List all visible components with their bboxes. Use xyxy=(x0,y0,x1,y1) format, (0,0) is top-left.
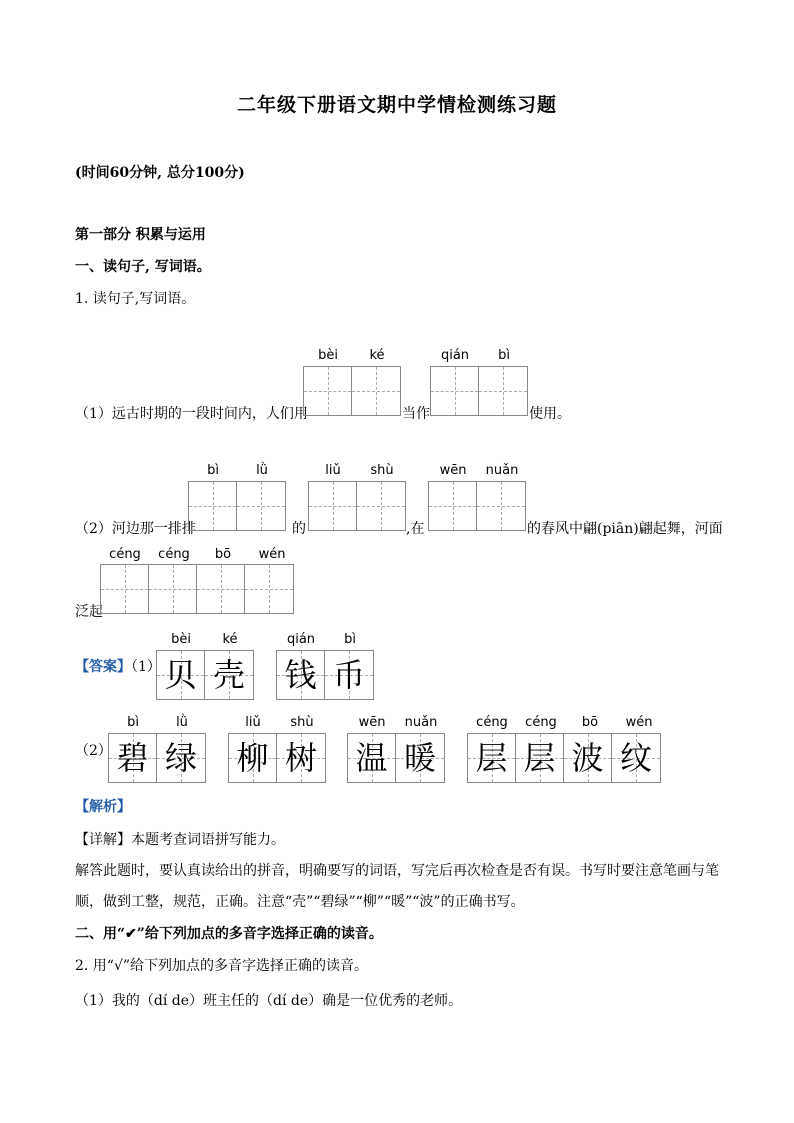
pinyin: wén xyxy=(258,547,286,562)
pinyin: wén xyxy=(625,715,653,730)
pinyin: céng xyxy=(525,715,557,730)
q1-1-text-b: 当作 xyxy=(402,406,430,422)
pinyin: bō xyxy=(581,715,599,730)
answer-number-2: （2） xyxy=(75,743,112,759)
answer-grid-filled xyxy=(156,650,254,700)
pinyin: wēn xyxy=(439,463,467,478)
answer-number-1: （1） xyxy=(124,659,161,675)
pinyin: qián xyxy=(440,348,470,363)
page-title: 二年级下册语文期中学情检测练习题 xyxy=(236,94,557,116)
pinyin: shù xyxy=(370,463,394,478)
pinyin: céng xyxy=(158,547,190,562)
answer-char: 暖 xyxy=(403,739,436,777)
q1-2-text-e: 泛起 xyxy=(75,604,103,620)
pinyin: bì xyxy=(498,348,510,363)
section-heading-2: 二、用“✔”给下列加点的多音字选择正确的读音。 xyxy=(75,926,383,942)
answer-grid-filled xyxy=(108,733,206,783)
q1-2-text-d: 的春风中翩(piān)翩起舞，河面 xyxy=(527,521,723,537)
answer-grid-filled xyxy=(228,733,326,783)
pinyin: bèi xyxy=(318,348,338,363)
pinyin: liǔ xyxy=(245,715,261,730)
pinyin: ké xyxy=(369,348,385,363)
part-heading: 第一部分 积累与运用 xyxy=(75,227,206,243)
answer-char: 波 xyxy=(571,739,604,777)
question-2-1: （1）我的（dí de）班主任的（dí de）确是一位优秀的老师。 xyxy=(75,993,463,1009)
answer-char: 纹 xyxy=(619,739,652,777)
q1-1-text-c: 使用。 xyxy=(529,406,571,422)
pinyin: lǜ xyxy=(256,463,268,478)
exam-info: (时间60分钟, 总分100分) xyxy=(75,165,245,181)
answer-char: 层 xyxy=(475,739,508,777)
analysis-label: 【解析】 xyxy=(75,799,131,815)
answer-grid[interactable] xyxy=(188,481,286,531)
answer-char: 钱 xyxy=(284,656,317,694)
detail-paragraph-line-1: 解答此题时，要认真读给出的拼音，明确要写的词语，写完后再次检查是否有误。书写时要注意笔画与笔 xyxy=(75,863,719,879)
answer-grid-filled xyxy=(347,733,445,783)
pinyin: bèi xyxy=(171,632,191,647)
pinyin: shù xyxy=(290,715,314,730)
answer-char: 层 xyxy=(523,739,556,777)
q1-2-text-c: ,在 xyxy=(406,521,425,537)
q1-2-text-b: 的 xyxy=(292,521,306,537)
answer-char: 温 xyxy=(355,739,388,777)
answer-char: 柳 xyxy=(236,739,269,777)
pinyin: nuǎn xyxy=(404,715,438,730)
answer-grid-filled xyxy=(276,650,374,700)
pinyin: lǜ xyxy=(176,715,188,730)
q1-2-text-a: （2）河边那一排排 xyxy=(75,521,196,537)
pinyin: céng xyxy=(109,547,141,562)
section-heading-1: 一、读句子, 写词语。 xyxy=(75,259,211,275)
answer-grid[interactable] xyxy=(430,366,528,416)
answer-grid[interactable] xyxy=(308,481,406,531)
pinyin: bì xyxy=(127,715,139,730)
answer-label: 【答案】 xyxy=(75,659,131,675)
q1-1-text-a: （1）远古时期的一段时间内，人们用 xyxy=(75,406,308,422)
answer-grid-filled xyxy=(467,733,661,783)
pinyin: bō xyxy=(214,547,232,562)
answer-grid[interactable] xyxy=(100,564,294,614)
pinyin: céng xyxy=(476,715,508,730)
answer-char: 贝 xyxy=(164,656,197,694)
pinyin: wēn xyxy=(358,715,386,730)
answer-char: 币 xyxy=(332,656,365,694)
pinyin: qián xyxy=(286,632,316,647)
question-2-label: 2. 用“√”给下列加点的多音字选择正确的读音。 xyxy=(75,958,369,974)
detail-line: 【详解】本题考查词语拼写能力。 xyxy=(75,832,285,848)
detail-paragraph-line-2: 顺，做到工整，规范，正确。注意“壳”“碧绿”“柳”“暖”“波”的正确书写。 xyxy=(75,894,525,910)
pinyin: ké xyxy=(222,632,238,647)
pinyin: liǔ xyxy=(325,463,341,478)
answer-char: 碧 xyxy=(116,739,149,777)
answer-grid[interactable] xyxy=(428,481,526,531)
answer-char: 树 xyxy=(284,739,317,777)
answer-char: 壳 xyxy=(212,656,245,694)
answer-char: 绿 xyxy=(164,739,197,777)
pinyin: nuǎn xyxy=(485,463,519,478)
pinyin: bì xyxy=(207,463,219,478)
pinyin: bì xyxy=(344,632,356,647)
question-1-label: 1. 读句子,写词语。 xyxy=(75,291,196,307)
answer-grid[interactable] xyxy=(303,366,401,416)
